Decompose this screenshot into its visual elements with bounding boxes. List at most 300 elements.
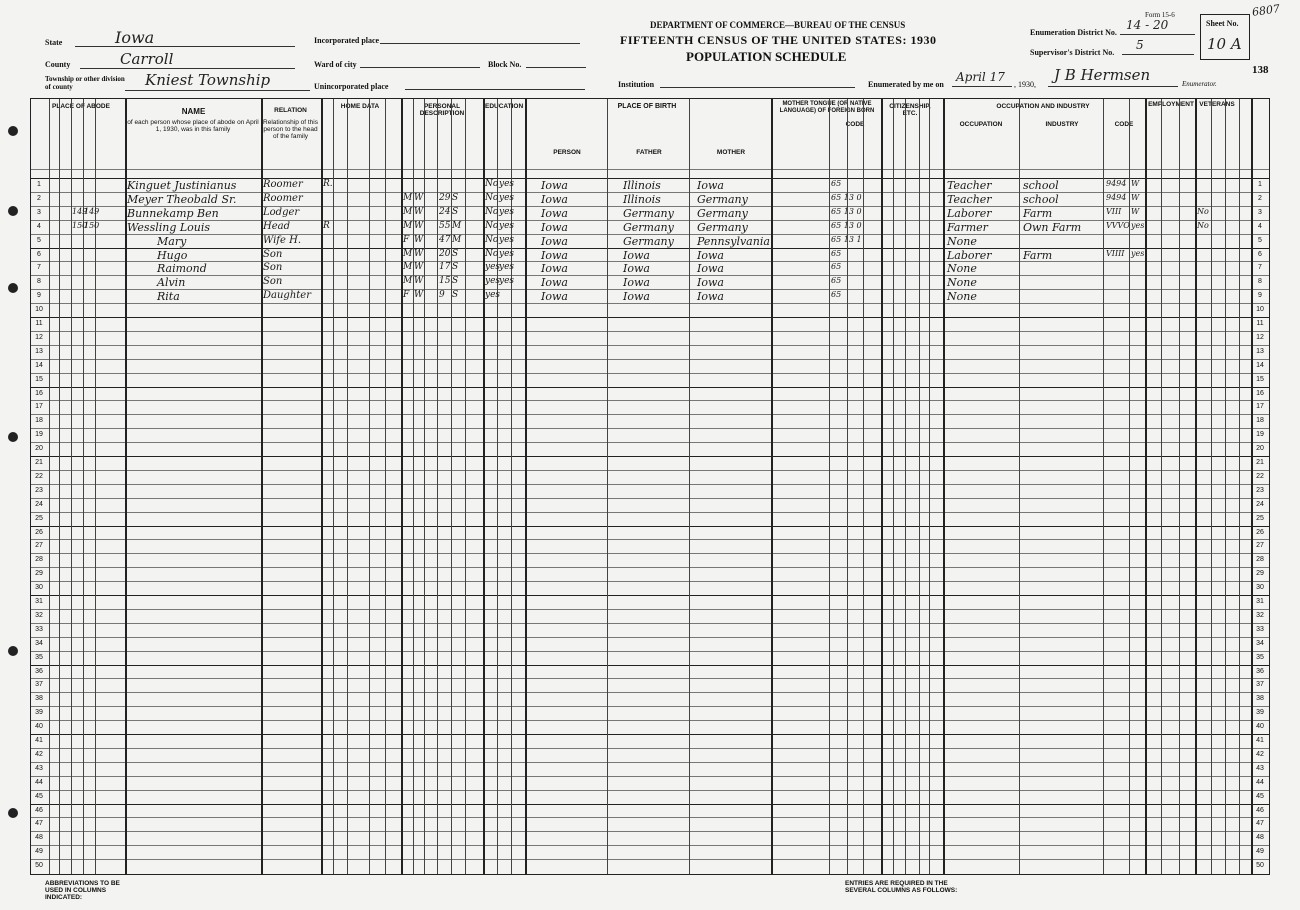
row-number-right: 37: [1256, 681, 1264, 689]
entry-father: Iowa: [623, 262, 650, 276]
row-number-left: 35: [35, 653, 43, 661]
column-rule: [525, 99, 527, 874]
entry-school: No: [485, 220, 499, 231]
row-number-right: 35: [1256, 653, 1264, 661]
enumerator-field: [1048, 68, 1178, 87]
entry-occ: None: [947, 290, 977, 304]
entry-mother: Iowa: [697, 179, 724, 192]
entry-tenure: R.: [323, 179, 333, 189]
entry-name: Bunnekamp Ben: [127, 206, 219, 220]
row-rule: [31, 414, 1269, 415]
entry-vet: No: [1197, 220, 1209, 230]
row-rule: [31, 776, 1269, 777]
row-rule: [31, 526, 1269, 527]
row-number-left: 37: [35, 681, 43, 689]
form-number: Form 15-6: [1145, 11, 1175, 19]
entry-race: W: [414, 234, 424, 245]
township-value: Kniest Township: [145, 71, 271, 89]
entry-birth: Iowa: [541, 179, 568, 192]
entry-ind: Farm: [1023, 248, 1053, 262]
row-rule: [31, 567, 1269, 568]
row-rule: [31, 400, 1269, 401]
group-occupation: OCCUPATION AND INDUSTRY: [996, 103, 1090, 110]
entry-relation: Lodger: [263, 206, 300, 218]
entry-school: No: [485, 192, 499, 203]
sheet-value: 10 A: [1207, 35, 1242, 53]
column-rule: [943, 99, 945, 874]
entry-race: W: [414, 248, 424, 259]
entry-mother: Iowa: [697, 276, 724, 290]
row-number-left: 29: [35, 570, 43, 578]
row-number-right: 42: [1256, 750, 1264, 758]
entry-emp: yes: [1131, 220, 1145, 230]
row-number-right: 43: [1256, 764, 1264, 772]
code2-label: CODE: [1114, 121, 1134, 128]
group-name: NAME: [181, 107, 206, 116]
entry-occ: None: [947, 276, 977, 290]
supervisor-field: [1122, 40, 1194, 55]
column-rule: [465, 99, 466, 874]
row-number-right: 50: [1256, 862, 1264, 870]
entry-marital: S: [452, 262, 459, 273]
row-number-left: 4: [37, 222, 41, 230]
entry-tenure: R: [323, 220, 330, 231]
entry-read: yes: [499, 220, 515, 231]
occupation-label: OCCUPATION: [959, 121, 1003, 128]
punch-hole: [8, 283, 18, 293]
column-rule: [385, 99, 386, 874]
column-rule: [1179, 99, 1180, 874]
group-mother-tongue: MOTHER TONGUE (OR NATIVE LANGUAGE) OF FOREIGN BORN: [779, 101, 875, 114]
entry-school: yes: [485, 262, 501, 273]
entry-marital: S: [452, 206, 459, 217]
entry-relation: Son: [263, 276, 283, 288]
row-number-left: 45: [35, 792, 43, 800]
census-title: FIFTEENTH CENSUS OF THE UNITED STATES: 1930: [620, 33, 937, 47]
entry-birth: Iowa: [541, 220, 568, 234]
column-rule: [1145, 99, 1147, 874]
entry-relation: Daughter: [263, 290, 311, 302]
entry-family: 150: [84, 220, 100, 230]
row-number-right: 16: [1256, 389, 1264, 397]
incorporated-field: [380, 34, 580, 44]
row-number-left: 19: [35, 431, 43, 439]
row-number-right: 10: [1256, 306, 1264, 314]
column-rule: [863, 99, 864, 874]
row-number-right: 20: [1256, 445, 1264, 453]
column-rule: [347, 99, 348, 874]
ward-field: [360, 58, 480, 68]
row-number-left: 5: [37, 236, 41, 244]
row-number-left: 16: [35, 389, 43, 397]
entry-race: W: [414, 192, 424, 203]
entry-mother: Iowa: [697, 248, 724, 262]
entry-dwelling: 150: [72, 220, 88, 230]
row-rule: [31, 359, 1269, 360]
row-rule: [31, 331, 1269, 332]
state-field: [75, 30, 295, 47]
row-number-right: 18: [1256, 417, 1264, 425]
row-rule: [31, 804, 1269, 805]
column-rule: [689, 99, 690, 874]
row-number-right: 15: [1256, 375, 1264, 383]
row-rule: [31, 289, 1269, 290]
column-rule: [1161, 99, 1162, 874]
column-rule: [881, 99, 883, 874]
entry-emp: W: [1131, 206, 1140, 216]
row-rule: [31, 831, 1269, 832]
township-label: Township or other division of county: [45, 75, 125, 91]
entry-mother: Pennsylvania: [697, 234, 770, 248]
block-label: Block No.: [488, 60, 522, 69]
entry-read: yes: [499, 276, 515, 287]
entry-family: 149: [84, 206, 100, 216]
entry-code: 65: [831, 290, 842, 300]
row-number-left: 27: [35, 542, 43, 550]
column-rule: [1019, 99, 1020, 874]
row-number-right: 36: [1256, 667, 1264, 675]
entry-code: 65: [831, 248, 842, 258]
row-number-left: 6: [37, 250, 41, 258]
row-rule: [31, 553, 1269, 554]
entry-father: Germany: [623, 206, 674, 220]
row-number-left: 8: [37, 278, 41, 286]
punch-hole: [8, 126, 18, 136]
group-place-of-abode: PLACE OF ABODE: [52, 103, 110, 110]
row-number-right: 3: [1258, 208, 1262, 216]
county-value: Carroll: [120, 50, 174, 68]
row-number-right: 32: [1256, 611, 1264, 619]
entry-age: 55: [439, 220, 451, 231]
entry-father: Germany: [623, 234, 674, 248]
enumerated-date: April 17: [956, 70, 1005, 84]
entry-race: W: [414, 276, 424, 287]
entry-occ: None: [947, 234, 977, 248]
row-number-right: 2: [1258, 194, 1262, 202]
punch-hole: [8, 206, 18, 216]
row-number-right: 8: [1258, 278, 1262, 286]
row-number-right: 27: [1256, 542, 1264, 550]
entry-code: 65: [831, 179, 842, 188]
column-rule: [1129, 99, 1130, 874]
row-number-left: 44: [35, 778, 43, 786]
row-number-right: 28: [1256, 556, 1264, 564]
birth-mother-label: MOTHER: [716, 149, 746, 156]
row-rule: [31, 665, 1269, 666]
row-number-left: 11: [35, 320, 43, 327]
row-rule: [31, 387, 1269, 388]
birth-father-label: FATHER: [636, 149, 662, 156]
row-number-right: 41: [1256, 737, 1264, 744]
punch-hole: [8, 646, 18, 656]
entry-read: yes: [499, 248, 515, 259]
column-rule: [919, 99, 920, 874]
row-rule: [31, 442, 1269, 443]
entry-read: yes: [499, 234, 515, 245]
column-rule: [369, 99, 370, 874]
row-rule: [31, 678, 1269, 679]
column-rule: [437, 99, 438, 874]
entry-mother: Iowa: [697, 290, 724, 304]
row-number-right: 44: [1256, 778, 1264, 786]
row-rule: [31, 790, 1269, 791]
entry-sex: F: [403, 290, 410, 301]
entry-read: yes: [499, 192, 515, 203]
row-rule: [31, 581, 1269, 582]
industry-label: INDUSTRY: [1045, 121, 1079, 128]
entry-ind: school: [1023, 179, 1059, 192]
stamp-number: 6807: [1251, 2, 1281, 19]
entry-birth: Iowa: [541, 248, 568, 262]
row-number-left: 34: [35, 639, 43, 647]
entry-father: Iowa: [623, 276, 650, 290]
row-rule: [31, 275, 1269, 276]
row-rule: [31, 248, 1269, 249]
row-number-left: 1: [37, 181, 41, 188]
row-number-right: 7: [1258, 264, 1262, 272]
row-rule: [31, 706, 1269, 707]
entry-occ: Laborer: [947, 206, 992, 220]
entry-relation: Roomer: [263, 179, 303, 190]
department-title: DEPARTMENT OF COMMERCE—BUREAU OF THE CENSUS: [650, 20, 906, 30]
entry-age: 47: [439, 234, 451, 245]
row-number-left: 22: [35, 472, 43, 480]
column-rule: [49, 99, 50, 874]
row-number-right: 12: [1256, 333, 1264, 341]
entry-emp: yes: [1131, 248, 1145, 258]
entry-birth: Iowa: [541, 276, 568, 290]
entry-father: Illinois: [623, 192, 661, 206]
entry-father: Iowa: [623, 290, 650, 304]
column-rule: [1211, 99, 1212, 874]
enum-district-value: 14 - 20: [1126, 18, 1169, 32]
entry-empcode: VIII: [1106, 206, 1122, 216]
row-number-left: 43: [35, 764, 43, 772]
row-rule: [31, 595, 1269, 596]
row-number-right: 13: [1256, 347, 1264, 355]
entry-marital: S: [452, 248, 459, 259]
entry-mother: Iowa: [697, 262, 724, 276]
entry-school: No: [485, 234, 499, 245]
entry-school: yes: [485, 290, 501, 301]
group-employment: EMPLOYMENT: [1148, 101, 1194, 108]
row-number-right: 11: [1256, 320, 1264, 327]
entry-birth: Iowa: [541, 192, 568, 206]
column-rule: [1239, 99, 1240, 874]
entry-emp: W: [1131, 192, 1140, 202]
column-rule: [321, 99, 323, 874]
column-rule: [929, 99, 930, 874]
enum-district-label: Enumeration District No.: [1030, 28, 1117, 37]
entry-sex: M: [403, 192, 413, 203]
entry-relation: Son: [263, 248, 283, 260]
row-number-right: 38: [1256, 695, 1264, 703]
row-number-right: 22: [1256, 472, 1264, 480]
entry-read: yes: [499, 206, 515, 217]
county-label: County: [45, 60, 71, 69]
entry-empcode: VIIII: [1106, 248, 1125, 258]
enumerated-year: , 1930,: [1014, 80, 1036, 89]
entry-school: No: [485, 179, 499, 189]
row-rule: [31, 303, 1269, 304]
block-field: [526, 58, 586, 68]
row-number-right: 39: [1256, 709, 1264, 717]
row-rule: [31, 373, 1269, 374]
row-number-right: 23: [1256, 486, 1264, 494]
row-number-right: 34: [1256, 639, 1264, 647]
row-number-right: 21: [1256, 459, 1264, 466]
row-number-left: 26: [35, 528, 43, 536]
entry-father: Iowa: [623, 248, 650, 262]
group-home-data: HOME DATA: [340, 103, 380, 110]
row-number-left: 24: [35, 500, 43, 508]
enumerated-date-field: [952, 70, 1012, 87]
row-rule: [31, 762, 1269, 763]
column-rule: [59, 99, 60, 874]
code-label: CODE: [845, 121, 865, 128]
row-number-right: 19: [1256, 431, 1264, 439]
row-number-left: 12: [35, 333, 43, 341]
entry-sex: M: [403, 220, 413, 231]
entry-mother: Germany: [697, 192, 748, 206]
group-citizenship: CITIZENSHIP, ETC.: [889, 103, 931, 117]
row-rule: [31, 498, 1269, 499]
column-rule: [1103, 99, 1104, 874]
row-rule: [31, 623, 1269, 624]
entry-name: Alvin: [157, 276, 186, 290]
entry-name: Hugo: [157, 248, 188, 262]
row-number-left: 50: [35, 862, 43, 870]
entry-name: Meyer Theobald Sr.: [127, 192, 237, 206]
entry-race: W: [414, 290, 424, 301]
row-rule: [31, 748, 1269, 749]
row-number-left: 36: [35, 667, 43, 675]
entry-marital: M: [452, 220, 462, 231]
row-number-left: 49: [35, 848, 43, 856]
row-rule: [31, 734, 1269, 735]
row-number-left: 38: [35, 695, 43, 703]
entry-occ: Farmer: [947, 220, 988, 234]
entry-school: No: [485, 248, 499, 259]
entry-code: 65: [831, 262, 842, 272]
row-number-left: 33: [35, 625, 43, 633]
entry-sex: F: [403, 234, 410, 245]
row-number-left: 46: [35, 806, 43, 814]
ward-label: Ward of city: [314, 60, 357, 69]
group-education: EDUCATION: [485, 103, 524, 110]
entry-age: 29: [439, 192, 451, 203]
entry-race: W: [414, 220, 424, 231]
entry-sex: M: [403, 276, 413, 287]
entry-name: Mary: [157, 234, 187, 248]
row-number-right: 24: [1256, 500, 1264, 508]
column-rule: [905, 99, 906, 874]
entry-school: yes: [485, 276, 501, 287]
row-number-left: 15: [35, 375, 43, 383]
institution-field: [660, 78, 855, 88]
enumerated-label: Enumerated by me on: [868, 80, 944, 89]
entry-code: 65 13 0: [831, 220, 862, 230]
row-number-right: 47: [1256, 820, 1264, 828]
row-number-left: 21: [35, 459, 43, 466]
entry-empcode: 9494: [1106, 192, 1127, 202]
enumerator-label: Enumerator.: [1182, 80, 1217, 88]
row-number-left: 32: [35, 611, 43, 619]
row-number-left: 31: [35, 598, 43, 605]
row-rule: [31, 470, 1269, 471]
row-rule: [31, 539, 1269, 540]
enumerator-name: J B Hermsen: [1054, 66, 1151, 84]
entry-relation: Head: [263, 220, 291, 232]
row-rule: [31, 512, 1269, 513]
row-rule: [31, 692, 1269, 693]
row-rule: [31, 720, 1269, 721]
row-number-left: 42: [35, 750, 43, 758]
entry-code: 65 13 0: [831, 206, 862, 216]
row-number-left: 13: [35, 347, 43, 355]
row-number-right: 5: [1258, 236, 1262, 244]
entry-birth: Iowa: [541, 206, 568, 220]
entry-code: 65 13 0: [831, 192, 862, 202]
supervisor-label: Supervisor's District No.: [1030, 48, 1115, 57]
entry-read: yes: [499, 179, 515, 189]
page-number: 138: [1252, 64, 1269, 76]
row-number-right: 30: [1256, 584, 1264, 592]
row-rule: [31, 859, 1269, 860]
column-rule: [333, 99, 334, 874]
entry-empcode: VVVO: [1106, 220, 1130, 230]
entry-occ: Teacher: [947, 179, 992, 192]
incorporated-label: Incorporated place: [314, 36, 380, 45]
row-number-left: 41: [35, 737, 43, 744]
schedule-table: [30, 98, 1270, 875]
entry-sex: M: [403, 262, 413, 273]
row-number-right: 9: [1258, 292, 1262, 300]
row-number-right: 26: [1256, 528, 1264, 536]
entry-read: yes: [499, 262, 515, 273]
institution-label: Institution: [618, 80, 655, 89]
entry-mother: Germany: [697, 206, 748, 220]
entry-age: 24: [439, 206, 451, 217]
state-value: Iowa: [115, 28, 155, 47]
punch-hole: [8, 808, 18, 818]
entry-ind: Farm: [1023, 206, 1053, 220]
entry-race: W: [414, 206, 424, 217]
row-rule: [31, 637, 1269, 638]
entry-empcode: 9494: [1106, 179, 1127, 188]
row-number-left: 40: [35, 723, 43, 731]
row-number-right: 48: [1256, 834, 1264, 842]
row-number-left: 23: [35, 486, 43, 494]
row-rule: [31, 317, 1269, 318]
row-number-right: 49: [1256, 848, 1264, 856]
entry-ind: school: [1023, 192, 1059, 206]
row-number-right: 4: [1258, 222, 1262, 230]
column-rule: [893, 99, 894, 874]
entry-name: Kinguet Justinianus: [127, 179, 237, 192]
row-number-left: 3: [37, 208, 41, 216]
entry-birth: Iowa: [541, 290, 568, 304]
sheet-label: Sheet No.: [1206, 19, 1239, 28]
state-label: State: [45, 38, 63, 47]
entry-ind: Own Farm: [1023, 220, 1082, 234]
name-description: of each person whose place of abode on April 1, 1930, was in this family: [127, 119, 259, 133]
township-field: [125, 71, 310, 91]
row-number-left: 39: [35, 709, 43, 717]
entry-birth: Iowa: [541, 262, 568, 276]
row-rule: [31, 651, 1269, 652]
entry-name: Raimond: [157, 262, 207, 276]
